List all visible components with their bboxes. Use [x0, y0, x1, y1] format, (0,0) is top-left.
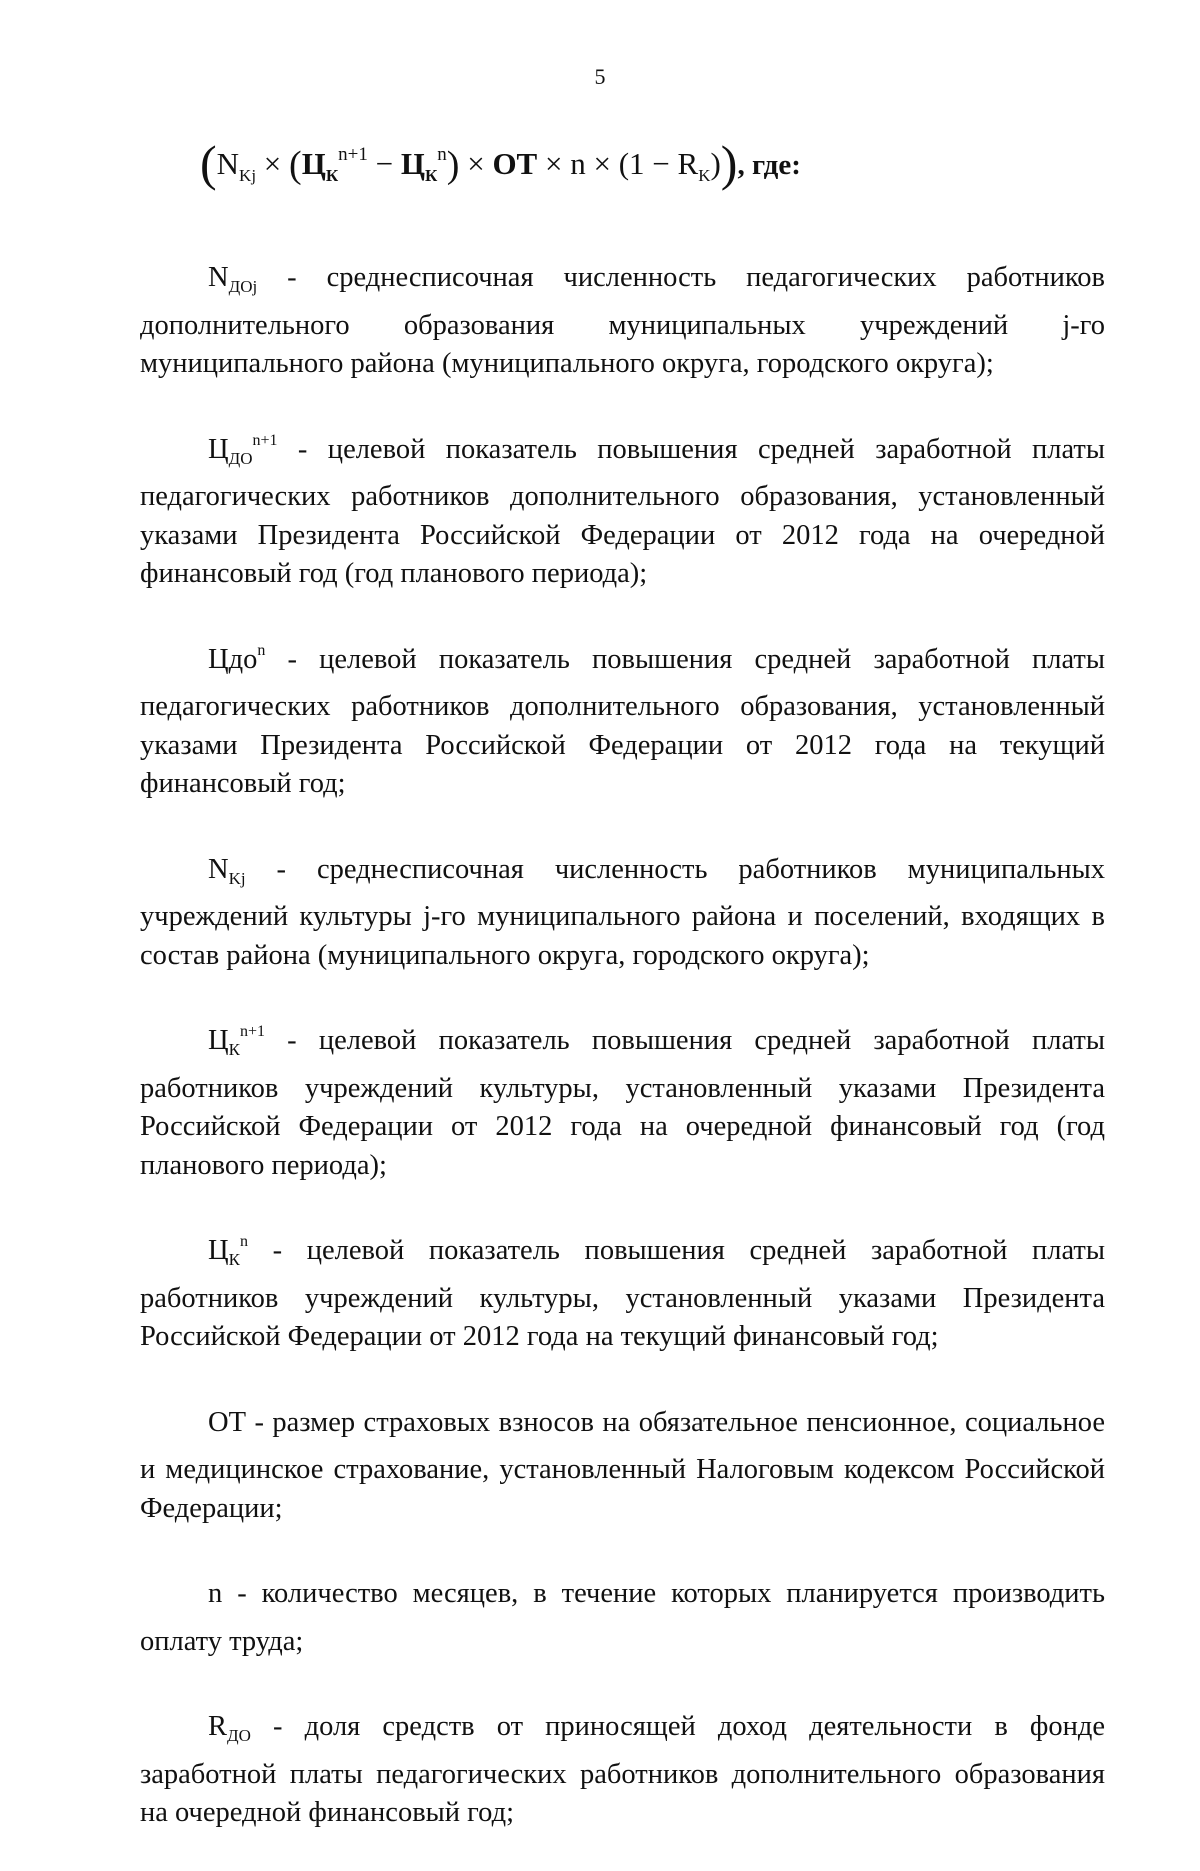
definition-text: - целевой показатель повышения средней заработной платы педагогических работников дополнительного образования, установленный указами Президента Российской Федерации от 2012 года на очередной финансовый год (год планового периода);	[140, 433, 1105, 589]
symbol-base: N	[208, 262, 229, 293]
formula-ot: ОТ	[492, 146, 538, 181]
formula-c2-base: Ц	[400, 146, 425, 181]
definition-symbol	[208, 641, 266, 675]
symbol-base: Ц	[208, 1025, 229, 1056]
symbol-subscript: ДО	[228, 448, 253, 468]
formula-outer-open-paren: (	[200, 135, 217, 191]
definition-paragraph	[140, 422, 1105, 594]
formula-r-sub: K	[698, 166, 711, 185]
formula-times-3: × n ×	[537, 146, 619, 181]
page-number: 5	[594, 64, 606, 89]
symbol-subscript: К	[228, 1250, 240, 1269]
definition-text: - размер страховых взносов на обязательное пенсионное, социальное и медицинское страхование, установленный Налоговым кодексом Российской Федерации;	[140, 1406, 1105, 1524]
definition-symbol	[208, 1023, 265, 1059]
symbol-superscript: n+1	[252, 431, 278, 449]
symbol-subscript: ДО	[227, 1726, 251, 1745]
definition-paragraph	[140, 1395, 1105, 1529]
definition-text: - среднесписочная численность работников муниципальных учреждений культуры j-го муниципального района и поселений, входящих в состав района (муниципального округа, городского округа);	[140, 853, 1105, 971]
formula-n-sub: Kj	[239, 166, 257, 185]
symbol-subscript: Kj	[228, 868, 246, 888]
symbol-subscript: К	[228, 1040, 240, 1059]
definition-symbol	[208, 431, 278, 468]
definition-symbol	[208, 1407, 246, 1438]
definition-symbol	[208, 853, 246, 888]
formula-c1-sub: К	[325, 166, 339, 185]
definition-text: - доля средств от приносящей доход деятельности в фонде заработной платы педагогических работников дополнительного образования на очередной финансовый год;	[140, 1711, 1105, 1828]
formula-inner-close-paren: )	[446, 144, 460, 186]
formula-where-label: , где:	[737, 149, 801, 181]
definitions-list	[140, 250, 1105, 1871]
definition-text: - целевой показатель повышения средней заработной платы работников учреждений культуры, установленный указами Президента Российской Федерации от 2012 года на текущий финансовый год;	[140, 1235, 1105, 1352]
formula-inner-open-paren: (	[289, 144, 302, 186]
symbol-base: N	[208, 853, 229, 885]
formula-c2-sub: К	[424, 166, 438, 185]
definition-symbol	[208, 262, 258, 296]
formula-c2-sup: n	[437, 144, 447, 165]
definition-text: - целевой показатель повышения средней заработной платы педагогических работников дополнительного образования, установленный указами Президента Российской Федерации от 2012 года на текущий финансовый год;	[140, 643, 1105, 799]
definition-paragraph	[140, 842, 1105, 976]
symbol-base: R	[208, 1711, 228, 1742]
definition-symbol	[208, 1233, 248, 1269]
symbol-base: n	[208, 1578, 223, 1609]
definition-paragraph	[140, 1223, 1105, 1357]
definition-paragraph	[140, 1699, 1105, 1833]
formula-minus: −	[367, 146, 401, 181]
formula-one-close-paren: )	[710, 146, 721, 181]
definition-text: - количество месяцев, в течение которых планируется производить оплату труда;	[140, 1578, 1105, 1657]
formula-times-1: ×	[256, 146, 290, 181]
formula-times-2: ×	[459, 146, 493, 181]
symbol-superscript: n+1	[239, 1023, 265, 1040]
symbol-base: Ц	[208, 1235, 229, 1266]
definition-paragraph	[140, 1566, 1105, 1661]
formula	[200, 135, 801, 191]
symbol-base: Ц	[208, 433, 229, 465]
formula-outer-close-paren: )	[720, 135, 738, 191]
formula-n-base: N	[216, 146, 240, 181]
symbol-base: ОТ	[208, 1406, 246, 1438]
formula-c1-base: Ц	[301, 146, 326, 181]
symbol-superscript: n	[239, 1233, 248, 1250]
formula-one-minus-r: (1 − R	[618, 146, 699, 181]
formula-c1-sup: n+1	[338, 144, 368, 165]
definition-paragraph	[140, 1013, 1105, 1185]
definition-paragraph	[140, 250, 1105, 384]
symbol-base: Цдо	[208, 643, 258, 675]
definition-symbol	[208, 1711, 251, 1745]
symbol-superscript: n	[257, 641, 266, 659]
definition-text: - среднесписочная численность педагогических работников дополнительного образования муниципальных учреждений j-го муниципального района (муниципального округа, городского округа);	[140, 262, 1105, 379]
definition-text: - целевой показатель повышения средней заработной платы работников учреждений культуры, установленный указами Президента Российской Федерации от 2012 года на очередной финансовый год (год планового периода);	[140, 1025, 1105, 1181]
symbol-subscript: ДОj	[228, 277, 258, 296]
definition-paragraph	[140, 632, 1105, 804]
definition-symbol	[208, 1578, 222, 1609]
